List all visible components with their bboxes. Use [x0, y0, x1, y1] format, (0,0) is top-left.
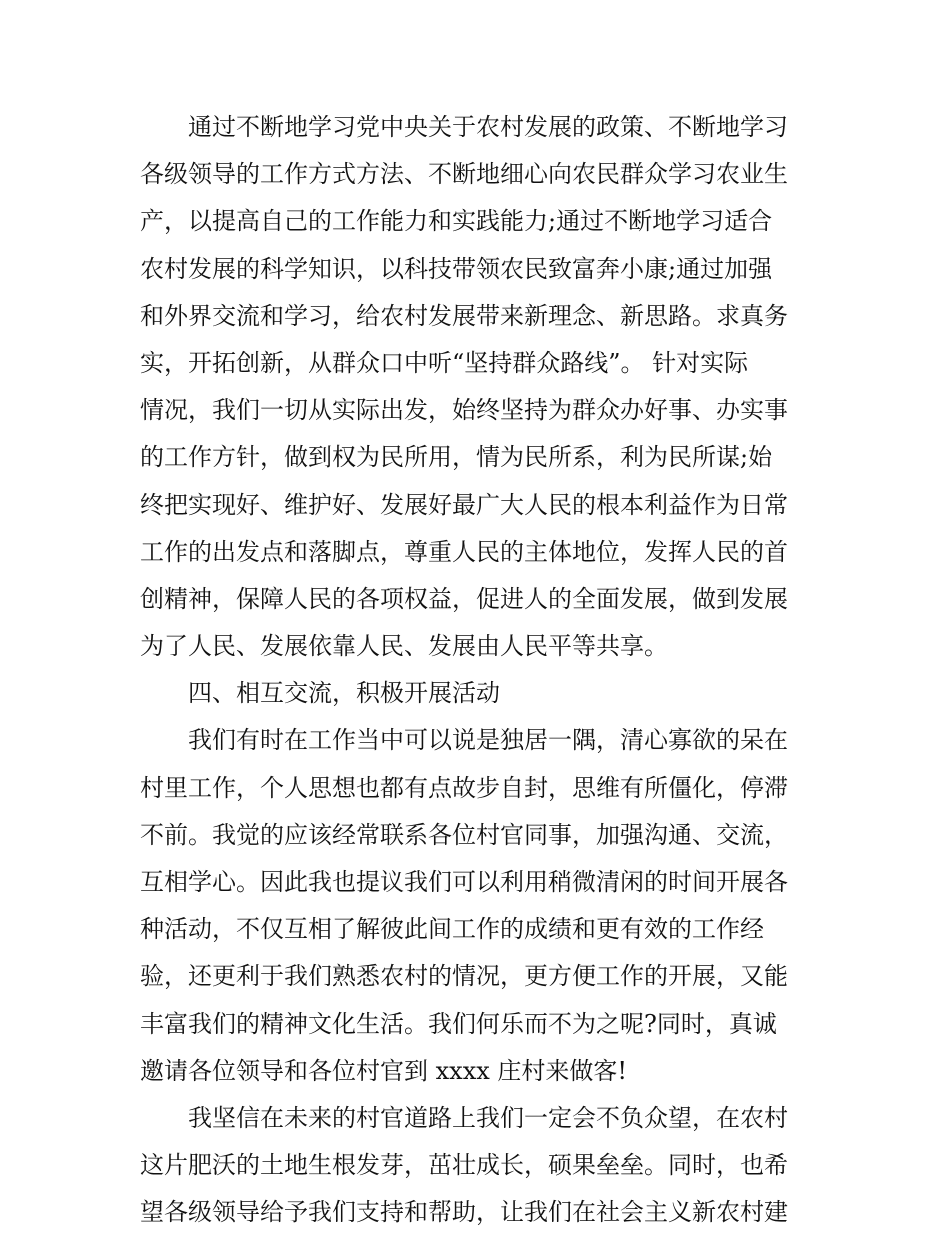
paragraph-closing — [140, 1095, 812, 1237]
text-line: 和外界交流和学习，给农村发展带来新理念、新思路。求真务 — [140, 301, 788, 330]
text-line: 我们有时在工作当中可以说是独居一隅，清心寡欲的呆在 — [188, 726, 788, 755]
text-line: 产，以提高自己的工作能力和实践能力;通过不断地学习适合 — [140, 207, 773, 236]
text-line: 不前。我觉的应该经常联系各位村官同事，加强沟通、交流， — [140, 820, 788, 849]
section-heading-text: 四、相互交流，积极开展活动 — [188, 679, 500, 708]
document-body — [140, 104, 812, 1237]
text-line: 验，还更利于我们熟悉农村的情况，更方便工作的开展，又能 — [140, 962, 788, 991]
text-line: 我坚信在未来的村官道路上我们一定会不负众望，在农村 — [188, 1103, 788, 1132]
text-line: 村里工作，个人思想也都有点故步自封，思维有所僵化，停滞 — [140, 773, 788, 802]
paragraph-exchange-activities — [140, 717, 812, 1095]
text-line: 互相学心。因此我也提议我们可以利用稍微清闲的时间开展各 — [140, 868, 788, 896]
text-line: 邀请各位领导和各位村官到 xxxx 庄村来做客! — [140, 1056, 628, 1085]
text-line: 望各级领导给予我们支持和帮助，让我们在社会主义新农村建 — [140, 1198, 788, 1227]
text-line: 情况，我们一切从实际出发，始终坚持为群众办好事、办实事 — [140, 396, 788, 425]
text-line: 各级领导的工作方式方法、不断地细心向农民群众学习农业生 — [140, 160, 788, 189]
text-line: 通过不断地学习党中央关于农村发展的政策、不断地学习 — [188, 113, 788, 141]
text-line: 农村发展的科学知识，以科技带领农民致富奔小康;通过加强 — [140, 254, 773, 283]
paragraph-rural-learning — [140, 104, 812, 670]
text-line: 种活动，不仅互相了解彼此间工作的成绩和更有效的工作经 — [140, 915, 764, 944]
text-line: 丰富我们的精神文化生活。我们何乐而不为之呢?同时，真诚 — [140, 1009, 777, 1038]
text-line: 工作的出发点和落脚点，尊重人民的主体地位，发挥人民的首 — [140, 537, 788, 566]
text-line: 的工作方针，做到权为民所用，情为民所系，利为民所谋;始 — [140, 443, 773, 472]
section-heading — [140, 670, 812, 717]
text-line: 实，开拓创新，从群众口中听“坚持群众路线”。 针对实际 — [140, 348, 749, 377]
text-line: 终把实现好、维护好、发展好最广大人民的根本利益作为日常 — [140, 490, 788, 519]
text-line: 为了人民、发展依靠人民、发展由人民平等共享。 — [140, 632, 668, 661]
text-line: 创精神，保障人民的各项权益，促进人的全面发展，做到发展 — [140, 584, 788, 613]
text-line: 这片肥沃的土地生根发芽，茁壮成长，硕果垒垒。同时，也希 — [140, 1151, 788, 1180]
